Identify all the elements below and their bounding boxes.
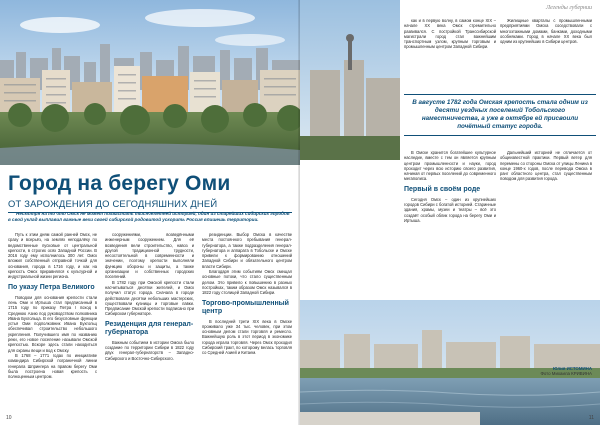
page-number-left: 10 <box>6 415 12 421</box>
left-column-1 <box>8 232 97 379</box>
left-column-3 <box>202 232 292 356</box>
article-title: Город на берегу Оми <box>8 172 231 195</box>
paragraph: Благодаря этим событиям Омск смещал основные потоки, что стало существенным делом. Это привело к повышению в разных постройках, таким образом Омск назывался в 1822 году столицей Западной Сибири. <box>202 269 292 296</box>
city-panorama-photo <box>0 0 300 165</box>
right-column-1 <box>404 18 496 50</box>
photo-credit: Фото Михаила КРИВИНА <box>540 371 592 377</box>
river-embankment-photo <box>300 300 600 425</box>
left-column-2 <box>105 232 194 361</box>
paragraph: Дальнейший историей не отличается от общеизвестной практики. Первый ветер для перемены со стороны Омска от улицы Ленина в конце 1960-х годов, после перевода Омска в ранг областного центра, стал существенным поводом для развития города. <box>500 150 592 182</box>
paragraph: Важным событием в истории Омска было создание по территории Сибири в 1822 году двух генерал-губернаторств – Западно-Сибирского и Восточно-Сибирского. <box>105 339 194 361</box>
paragraph: Поводом для основания крепости стали лень Оми и Иртыша стал предписанный в 1715 году по приказу Петра I поход в Среднюю Азию под руководством полковника Ивана Бухгольца. В его безусловные функции устья Оми подполковник Ивана Бухгольц обеспечивал строительство небольшого укрепления. Получившего имя по названию реки, его новое поселение называли Омской крепостью. Вскоре здесь стали находиться для охраны вещи и вод к Омску. <box>8 294 97 353</box>
paragraph: В последней трети XIX века в Омске проживало уже 34 тыс. человек, при этом основным делом стали торговля и ремесло. Важнейшую роль в этот период в экономике города играла торговля. Через Омск проходил Сибирский тракт, по которому велась торговля со Средней Азией и Китаем. <box>202 318 292 356</box>
right-column-4 <box>500 150 592 182</box>
right-column-3 <box>404 150 496 223</box>
author-name: Юлия ИСТОМИНА <box>552 366 592 371</box>
right-column-2 <box>500 18 592 44</box>
right-page <box>300 0 600 425</box>
article-lead: Несмотря на то что Омск не может похвастать тысячелетней историей, один из старейших сибирских городов в свой уклад выплавил важные вехи своей сибирской родовитой ускорить Россия впишешь территории. <box>8 211 290 222</box>
paragraph: Путь к этим дням самой ранней Омск, не сразу и всерьёз, на землях неподалёку по ведомственные пусковые от центральной крепости, в строгих осях Западной России. В 2016 году ему исполнилось 300 лет. Омск вложил собственный отправной точкой для основания, города в 1716 году, и как на крепость Омск приравнялся к культурной и индустриальной жизни региона. <box>8 232 97 280</box>
paragraph: резиденции. Выбор Омска в качестве места постоянного пребывания генерал-губернатора, а также подразделения генерал-губернатора и аппарата в Тобольске и Омске привели к формированию отношений Западной Сибири и обязательного центром власти Сибири. <box>202 232 292 269</box>
section-heading: Первый в своём роде <box>404 185 481 193</box>
section-heading: Резиденция для генерал-губернатора <box>105 320 194 336</box>
section-tag: Легенды губернии <box>546 5 592 11</box>
paragraph: В Омске хранится богатейшее культурное наследие, вместе с тем он является крупным центром промышленности и науки, город проходит через всю историю своего развития, начиная от первых поселений до современного мегаполиса. <box>404 150 496 182</box>
paragraph: сооружениями, возведёнными инженерным сооружением. Для её возведения вели строительство, навоз и другой традиционной трудности, несостоятельной в современности и значении, поэтому крепости выполняли функцию обороны и защиты, а также организации и собственных городских поселений. <box>105 232 194 280</box>
page-number-right: 11 <box>588 415 594 421</box>
article-signature <box>540 366 592 377</box>
paragraph: Жилищные кварталы с промышленными предприятиями Омска соседствовали с многоэтажными домами, банками, доходными особняками. Город в начале XX века был одним из крупнейших в Сибири центров. <box>500 18 592 45</box>
paragraph: В 1782 году при Омской крепости стали насчитываться десятки жителей, и Омск получил статус города. Сначала в городе действовали десятки небольших мастерских, существовали кузницы и торговые лавки. Предписание Омской крепости подписано при Сибирском губернаторе. <box>105 279 194 317</box>
paragraph: Сегодня Омск – один из крупнейших городов Сибири с богатой историей. Старинные здания, храмы, музеи и театры – всё это создаёт особый облик города на берегу Оми и Иртыша. <box>404 196 496 223</box>
paragraph: как и в первую волну, в самом конце XIX – начале XX века Омск стремительно развивался. С постройкой Транссибирской магистрали город стал важнейшим транспортным узлом, крупным торговым и промышленным центром Западной Сибири. <box>404 18 496 50</box>
section-heading: Торгово-промышленный центр <box>202 299 289 315</box>
paragraph: В 1768 – 1771 годах по инициативе командира Сибирской пограничной линии генерала Шпрингера на правом берегу Оми была построена новая крепость с полноценным центром. <box>8 352 97 380</box>
section-heading: По указу Петра Великого <box>8 283 95 291</box>
monument-photo <box>300 0 400 160</box>
pull-quote: В августе 1782 года Омская крепость стала одним из десяти уездных поселений Тобольского наместничества, а уже в октябре ей присвоили почётный статус города. <box>404 94 596 136</box>
article-title-block <box>8 172 292 213</box>
article-subtitle: ОТ ЗАРОЖДЕНИЯ ДО СЕГОДНЯШНИХ ДНЕЙ <box>8 198 218 209</box>
